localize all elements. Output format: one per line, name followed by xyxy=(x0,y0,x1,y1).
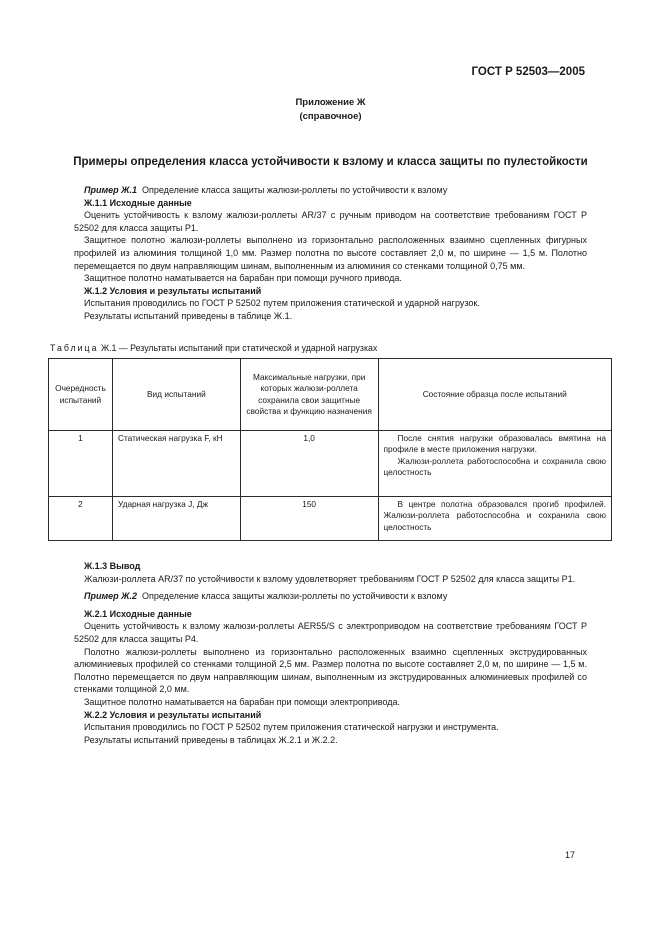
table-row xyxy=(49,497,612,541)
row1-order: 1 xyxy=(49,431,113,497)
header-max-load: Максимальные нагрузки, при которых жалюзи-роллета сохранила свои защитные свойства и функцию назначения xyxy=(240,359,378,431)
row1-state xyxy=(378,431,611,497)
s113-paragraph: Жалюзи-роллета AR/37 по устойчивости к взлому удовлетворяет требованиям ГОСТ Р 52502 для класса защиты Р1. xyxy=(84,573,576,584)
example1-label: Пример Ж.1 xyxy=(84,185,137,195)
row1-type: Статическая нагрузка F, кН xyxy=(112,431,240,497)
row2-max-load: 150 xyxy=(240,497,378,541)
table1-caption-prefix: Таблица xyxy=(50,343,99,353)
s222-heading: Ж.2.2 Условия и результаты испытаний xyxy=(84,709,262,720)
s111-paragraph-1: Оценить устойчивость к взлому жалюзи-роллеты AR/37 с ручным приводом на соответствие требованиям ГОСТ Р 52502 для класса защиты Р1. xyxy=(74,210,587,233)
table1-caption-text: Ж.1 — Результаты испытаний при статической и ударной нагрузках xyxy=(100,343,378,353)
row1-state-b: Жалюзи-роллета работоспособна и сохранила свою целостность xyxy=(383,455,606,478)
example2-title: Определение класса защиты жалюзи-роллеты по устойчивости к взлому xyxy=(142,591,448,602)
row2-state-a: В центре полотна образовался прогиб профилей. Жалюзи-роллета работоспособна и сохранила свою целостность xyxy=(383,499,606,532)
header-order: Очередность испытаний xyxy=(49,359,113,431)
appendix-title: Приложение Ж xyxy=(295,97,366,108)
table-row xyxy=(49,431,612,497)
s112-paragraph-1: Испытания проводились по ГОСТ Р 52502 путем приложения статической и ударной нагрузок. xyxy=(84,298,480,309)
main-title: Примеры определения класса устойчивости к взлому и класса защиты по пулестойкости xyxy=(73,156,588,168)
table-header-row xyxy=(49,359,612,431)
example2-intro xyxy=(74,590,587,603)
row2-order: 2 xyxy=(49,497,113,541)
s222-paragraph-1: Испытания проводились по ГОСТ Р 52502 путем приложения статической нагрузки и инструмента. xyxy=(84,722,499,733)
example2-section xyxy=(74,560,587,746)
example1-intro xyxy=(74,184,587,197)
header-test-type: Вид испытаний xyxy=(112,359,240,431)
s221-heading: Ж.2.1 Исходные данные xyxy=(84,608,192,619)
appendix-subtitle: (справочное) xyxy=(299,111,362,122)
s111-paragraph-2: Защитное полотно жалюзи-роллеты выполнено из горизонтально расположенных взаимно сцепленных фигурных профилей из алюминия толщиной 1,0 мм. Размер полотна по высоте составляет 2,0 м, по ширине — 1,5 м. Полотно перемещается по двум направляющим шинам, выполненным из алюминия со стенками толщиной 0,75 мм. xyxy=(74,235,587,271)
s221-paragraph-1: Оценить устойчивость к взлому жалюзи-роллеты AER55/S с электроприводом на соответствие требованиям ГОСТ Р 52502 для класса защиты Р4. xyxy=(74,621,587,644)
results-table xyxy=(48,358,612,541)
s113-heading: Ж.1.3 Вывод xyxy=(84,561,141,571)
s111-heading: Ж.1.1 Исходные данные xyxy=(84,197,192,208)
example1-title: Определение класса защиты жалюзи-роллеты по устойчивости к взлому xyxy=(142,185,448,195)
s112-heading: Ж.1.2 Условия и результаты испытаний xyxy=(84,285,262,296)
page-number: 17 xyxy=(564,850,575,860)
row1-max-load: 1,0 xyxy=(240,431,378,497)
appendix-heading xyxy=(0,96,661,124)
header-sample-state: Состояние образца после испытаний xyxy=(378,359,611,431)
document-header-standard: ГОСТ Р 52503—2005 xyxy=(471,66,585,78)
s112-paragraph-2: Результаты испытаний приведены в таблице Ж.1. xyxy=(84,310,293,321)
s111-paragraph-3: Защитное полотно наматывается на барабан при помощи ручного привода. xyxy=(84,273,402,284)
example2-label: Пример Ж.2 xyxy=(84,591,137,602)
example1-section xyxy=(74,184,587,323)
table1-caption xyxy=(50,343,377,353)
row1-state-a: После снятия нагрузки образовалась вмятина на профиле в месте приложения нагрузки. xyxy=(383,433,606,455)
s222-paragraph-2: Результаты испытаний приведены в таблицах Ж.2.1 и Ж.2.2. xyxy=(84,734,338,745)
s221-paragraph-3: Защитное полотно наматывается на барабан при помощи электропривода. xyxy=(84,696,401,707)
s221-paragraph-2: Полотно жалюзи-роллеты выполнено из горизонтально расположенных взаимно сцепленных экструдированных алюминиевых профилей со стенками толщиной 2,5 мм. Размер полотна по высоте составляет 2,0 м, по ширине — 1,5 м. Полотно перемещается по двум направляющим шинам, выполненным из экструдированных алюминиевых профилей со стенками толщиной 2,0 мм. xyxy=(74,646,587,695)
row2-type: Ударная нагрузка J, Дж xyxy=(112,497,240,541)
row2-state xyxy=(378,497,611,541)
